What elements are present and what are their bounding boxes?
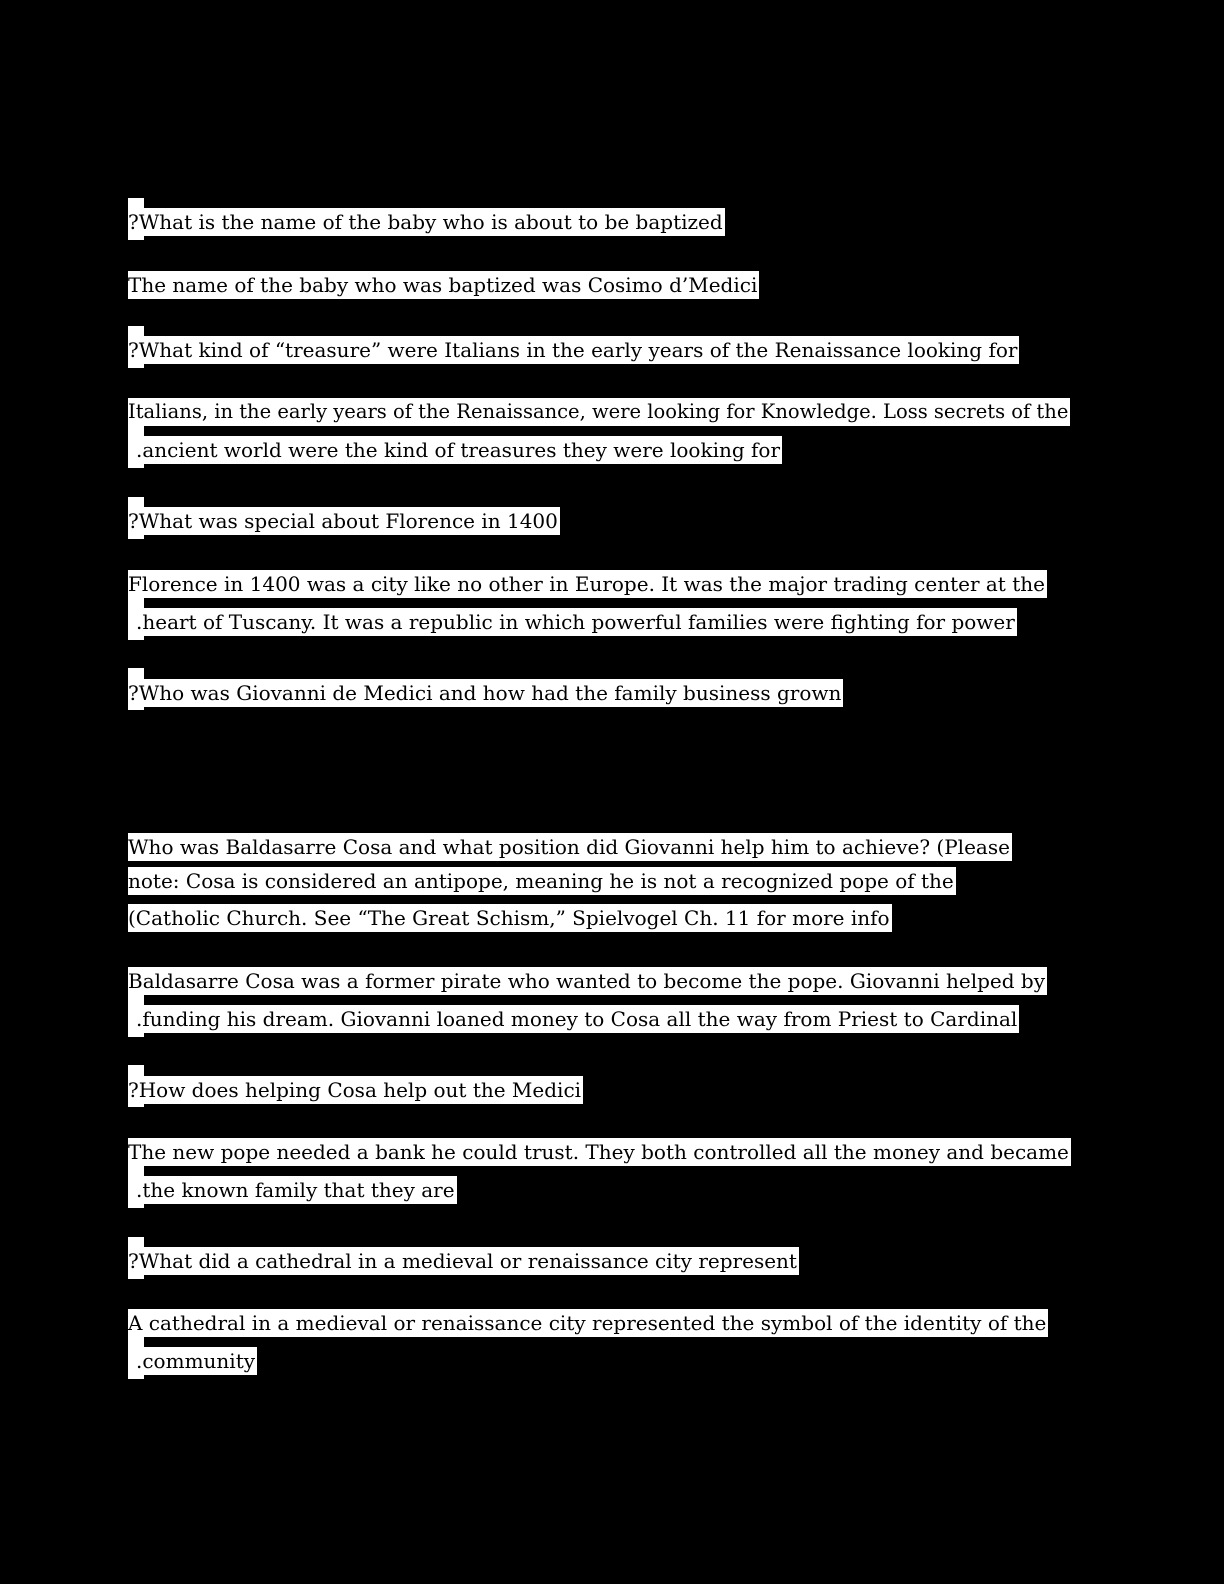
answer-line	[128, 608, 1017, 636]
answer-text: The name of the baby who was baptized was Cosimo d’Medici	[128, 273, 758, 297]
answer-text: A cathedral in a medieval or renaissance city represented the symbol of the identity of the	[128, 1311, 1047, 1335]
answer-text: .funding his dream. Giovanni loaned money to Cosa all the way from Priest to Cardinal	[128, 1005, 1019, 1033]
answer-text: .community	[128, 1347, 257, 1375]
answer-line	[128, 271, 759, 299]
question-text: ?What kind of “treasure” were Italians in the early years of the Renaissance looking for	[128, 338, 1018, 362]
answer-line	[128, 398, 1070, 426]
answer-text: Florence in 1400 was a city like no other in Europe. It was the major trading center at the	[128, 572, 1045, 596]
question-line	[128, 833, 1012, 861]
answer-text: Baldasarre Cosa was a former pirate who wanted to become the pope. Giovanni helped by	[128, 969, 1046, 993]
answer-line	[128, 1309, 1048, 1337]
question-text: ?What was special about Florence in 1400	[128, 509, 558, 533]
question-line	[128, 1076, 583, 1104]
question-text: ?Who was Giovanni de Medici and how had the family business grown	[128, 681, 842, 705]
question-text: ?What did a cathedral in a medieval or renaissance city represent	[128, 1249, 797, 1273]
answer-text: The new pope needed a bank he could trust. They both controlled all the money and became	[128, 1140, 1069, 1164]
question-line	[128, 867, 956, 895]
answer-line	[128, 1176, 457, 1204]
question-line	[128, 507, 560, 535]
answer-line	[128, 570, 1047, 598]
question-line	[128, 336, 1019, 364]
answer-line	[128, 967, 1047, 995]
question-text: ?What is the name of the baby who is about to be baptized	[128, 210, 723, 234]
question-line	[128, 904, 892, 932]
answer-text: .the known family that they are	[128, 1176, 457, 1204]
answer-text: Italians, in the early years of the Renaissance, were looking for Knowledge. Loss secrets of the	[128, 398, 1070, 426]
answer-text: .ancient world were the kind of treasures they were looking for	[128, 436, 782, 464]
question-text: Who was Baldasarre Cosa and what position did Giovanni help him to achieve? (Please	[128, 835, 1010, 859]
question-line	[128, 208, 725, 236]
question-text: note: Cosa is considered an antipope, meaning he is not a recognized pope of the	[128, 869, 954, 893]
answer-line	[128, 1138, 1071, 1166]
question-text: (Catholic Church. See “The Great Schism,” Spielvogel Ch. 11 for more info	[128, 906, 890, 930]
question-text: ?How does helping Cosa help out the Medici	[128, 1078, 582, 1102]
answer-line	[128, 1005, 1019, 1033]
question-line	[128, 1247, 799, 1275]
answer-line	[128, 436, 782, 464]
answer-line	[128, 1347, 257, 1375]
answer-text: .heart of Tuscany. It was a republic in which powerful families were fighting for power	[128, 608, 1017, 636]
question-line	[128, 679, 843, 707]
